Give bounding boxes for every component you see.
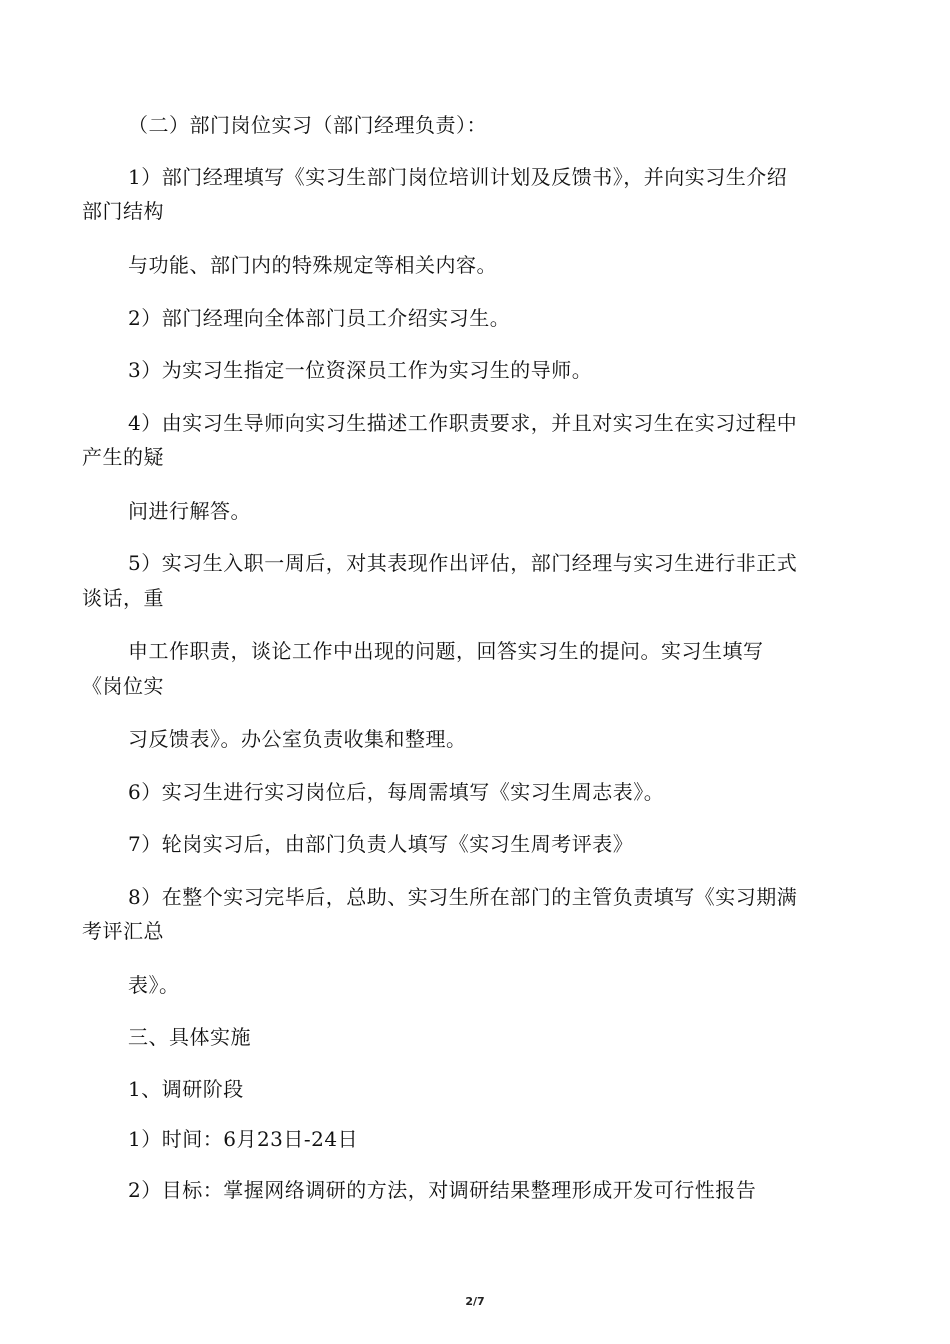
paragraph-line: 《岗位实 xyxy=(82,674,164,698)
paragraph-line: 5）实习生入职一周后，对其表现作出评估，部门经理与实习生进行非正式 xyxy=(128,551,798,575)
section-heading: 三、具体实施 xyxy=(128,1025,251,1049)
paragraph-line: 3）为实习生指定一位资深员工作为实习生的导师。 xyxy=(128,358,593,382)
paragraph-line: 1）部门经理填写《实习生部门岗位培训计划及反馈书》，并向实习生介绍 xyxy=(128,165,788,189)
subsection-heading: 1、调研阶段 xyxy=(128,1077,244,1101)
paragraph-line: 习反馈表》。办公室负责收集和整理。 xyxy=(128,727,467,751)
paragraph-line: 申工作职责，谈论工作中出现的问题，回答实习生的提问。实习生填写 xyxy=(128,639,764,663)
paragraph-line: 考评汇总 xyxy=(82,919,164,943)
paragraph-line: 表》。 xyxy=(128,973,180,997)
paragraph-line: 2）目标：掌握网络调研的方法，对调研结果整理形成开发可行性报告 xyxy=(128,1178,757,1202)
paragraph-line: 8）在整个实习完毕后，总助、实习生所在部门的主管负责填写《实习期满 xyxy=(128,885,798,909)
paragraph-line: 6）实习生进行实习岗位后，每周需填写《实习生周志表》。 xyxy=(128,780,665,804)
paragraph-line: 谈话，重 xyxy=(82,586,164,610)
paragraph-line: 与功能、部门内的特殊规定等相关内容。 xyxy=(128,253,497,277)
paragraph-line: 4）由实习生导师向实习生描述工作职责要求，并且对实习生在实习过程中 xyxy=(128,411,798,435)
paragraph-line: 部门结构 xyxy=(82,199,164,223)
paragraph-line: 产生的疑 xyxy=(82,445,164,469)
paragraph-line: 7）轮岗实习后，由部门负责人填写《实习生周考评表》 xyxy=(128,832,634,856)
page-number: 2/7 xyxy=(465,1295,485,1308)
paragraph-line: 1）时间：6月23日-24日 xyxy=(128,1127,359,1151)
paragraph-line: 2）部门经理向全体部门员工介绍实习生。 xyxy=(128,306,511,330)
section-heading: （二）部门岗位实习（部门经理负责）： xyxy=(128,113,487,137)
paragraph-line: 问进行解答。 xyxy=(128,499,251,523)
